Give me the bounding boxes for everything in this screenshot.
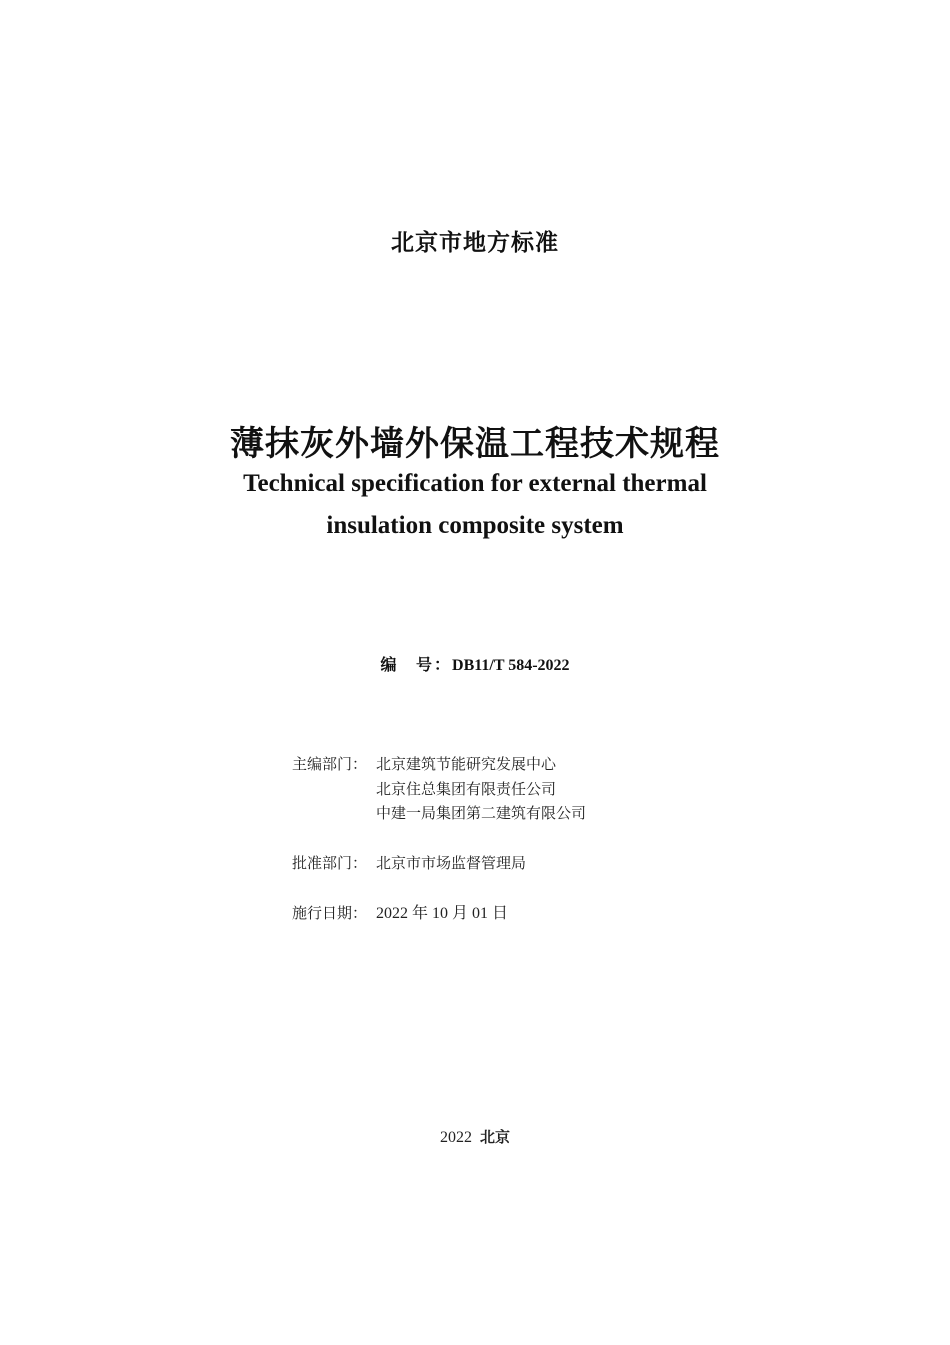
effective-date-value: 2022 年 10 月 01 日	[376, 905, 509, 922]
document-title-en-line1: Technical specification for external thermal	[243, 470, 707, 497]
chief-editor-org-3: 中建一局集团第二建筑有限公司	[376, 804, 587, 822]
chief-editor-org-1: 北京建筑节能研究发展中心	[376, 755, 557, 773]
standard-type-heading: 北京市地方标准	[391, 230, 559, 256]
chief-editor-label: 主编部门：	[292, 755, 368, 773]
document-title-zh: 薄抹灰外墙外保温工程技术规程	[230, 424, 720, 464]
effective-date	[292, 901, 508, 926]
effective-date-label: 施行日期：	[292, 904, 368, 922]
standard-code-value: DB11/T 584-2022	[452, 657, 570, 674]
approver-label: 批准部门：	[292, 854, 368, 872]
standard-code	[0, 652, 950, 675]
standard-code-label: 编 号：	[380, 655, 453, 674]
approving-department	[292, 851, 526, 875]
publication-footer	[0, 1126, 950, 1147]
footer-city: 北京	[479, 1128, 510, 1146]
footer-year: 2022	[439, 1129, 472, 1146]
chief-editor-departments	[292, 752, 586, 826]
chief-editor-org-2: 北京住总集团有限责任公司	[376, 779, 557, 798]
document-title-en-line2: insulation composite system	[326, 512, 624, 539]
approver-value: 北京市市场监督管理局	[376, 854, 527, 872]
